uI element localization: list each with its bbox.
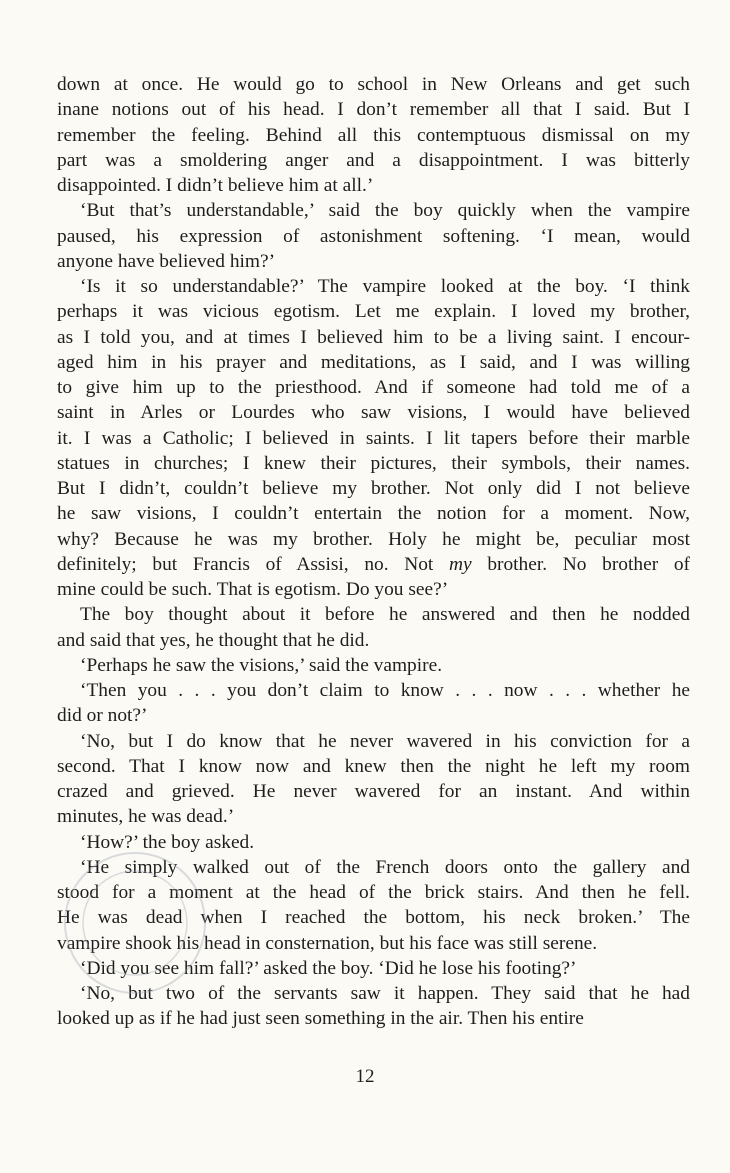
text-line: ‘But that’s understandable,’ said the boy quickly when the vampire <box>80 200 690 222</box>
text-line: minutes, he was dead.’ <box>57 806 235 828</box>
paragraph <box>57 678 690 729</box>
page-text <box>57 72 690 1032</box>
emphasized-word: my <box>449 553 472 575</box>
text-line: down at once. He would go to school in New Orleans and get such <box>57 74 690 95</box>
text-line: and said that yes, he thought that he did. <box>57 629 370 651</box>
paragraph <box>57 72 690 198</box>
text-line: anyone have believed him?’ <box>57 250 276 272</box>
paragraph <box>57 198 690 274</box>
text-line: as I told you, and at times I believed him to be a living saint. I encour- <box>57 326 690 348</box>
paragraph <box>57 274 690 602</box>
text-line: statues in churches; I knew their pictures, their symbols, their names. <box>57 452 690 474</box>
text-line: part was a smoldering anger and a disappointment. I was bitterly <box>57 149 690 171</box>
text-line: crazed and grieved. He never wavered for an instant. And within <box>57 781 690 802</box>
text-segment: definitely; but Francis of Assisi, no. Not <box>57 553 450 575</box>
text-line: The boy thought about it before he answered and then he nodded <box>80 604 690 626</box>
text-line: why? Because he was my brother. Holy he might be, peculiar most <box>57 528 690 550</box>
text-line: did or not?’ <box>57 705 148 727</box>
text-line: to give him up to the priesthood. And if someone had told me of a <box>57 377 690 398</box>
paragraph <box>57 981 690 1032</box>
paragraph <box>57 830 690 855</box>
text-line: it. I was a Catholic; I believed in saints. I lit tapers before their marble <box>57 427 690 449</box>
text-line: he saw visions, I couldn’t entertain the notion for a moment. Now, <box>57 503 690 525</box>
text-line: remember the feeling. Behind all this contemptuous dismissal on my <box>57 124 690 146</box>
text-line: saint in Arles or Lourdes who saw visions, I would have believed <box>57 402 690 424</box>
text-line: disappointed. I didn’t believe him at all.’ <box>57 175 374 196</box>
text-line: ‘He simply walked out of the French doors onto the gallery and <box>80 856 690 878</box>
paragraph <box>57 653 690 678</box>
text-line: aged him in his prayer and meditations, as I said, and I was willing <box>57 351 690 373</box>
paragraph <box>57 855 690 956</box>
text-line: ‘How?’ the boy asked. <box>80 831 255 853</box>
text-line: ‘Did you see him fall?’ asked the boy. ‘Did he lose his footing?’ <box>80 957 577 979</box>
text-line: stood for a moment at the head of the brick stairs. And then he fell. <box>57 882 690 903</box>
text-line: inane notions out of his head. I don’t remember all that I said. But I <box>57 99 690 121</box>
text-line: ‘Perhaps he saw the visions,’ said the vampire. <box>80 654 443 676</box>
text-line: vampire shook his head in consternation, but his face was still serene. <box>57 932 598 954</box>
paragraph <box>57 602 690 653</box>
text-line <box>57 552 690 577</box>
text-line: paused, his expression of astonishment softening. ‘I mean, would <box>57 225 690 247</box>
text-segment: brother. No brother of <box>471 553 690 575</box>
page-number: 12 <box>355 1066 375 1087</box>
paragraph <box>57 729 690 830</box>
text-line: perhaps it was vicious egotism. Let me explain. I loved my brother, <box>57 301 690 323</box>
text-line: He was dead when I reached the bottom, his neck broken.’ The <box>57 907 690 929</box>
text-line: ‘Is it so understandable?’ The vampire looked at the boy. ‘I think <box>80 276 690 297</box>
text-line: But I didn’t, couldn’t believe my brother. Not only did I not believe <box>57 478 690 499</box>
paragraph <box>57 956 690 981</box>
text-line: looked up as if he had just seen something in the air. Then his entire <box>57 1008 584 1030</box>
text-line: ‘No, but two of the servants saw it happen. They said that he had <box>80 983 690 1004</box>
text-line: mine could be such. That is egotism. Do you see?’ <box>57 579 449 600</box>
text-line: ‘No, but I do know that he never wavered in his conviction for a <box>80 730 690 752</box>
text-line: second. That I know now and knew then the night he left my room <box>57 755 690 777</box>
text-line: ‘Then you . . . you don’t claim to know . . . now . . . whether he <box>80 680 690 701</box>
